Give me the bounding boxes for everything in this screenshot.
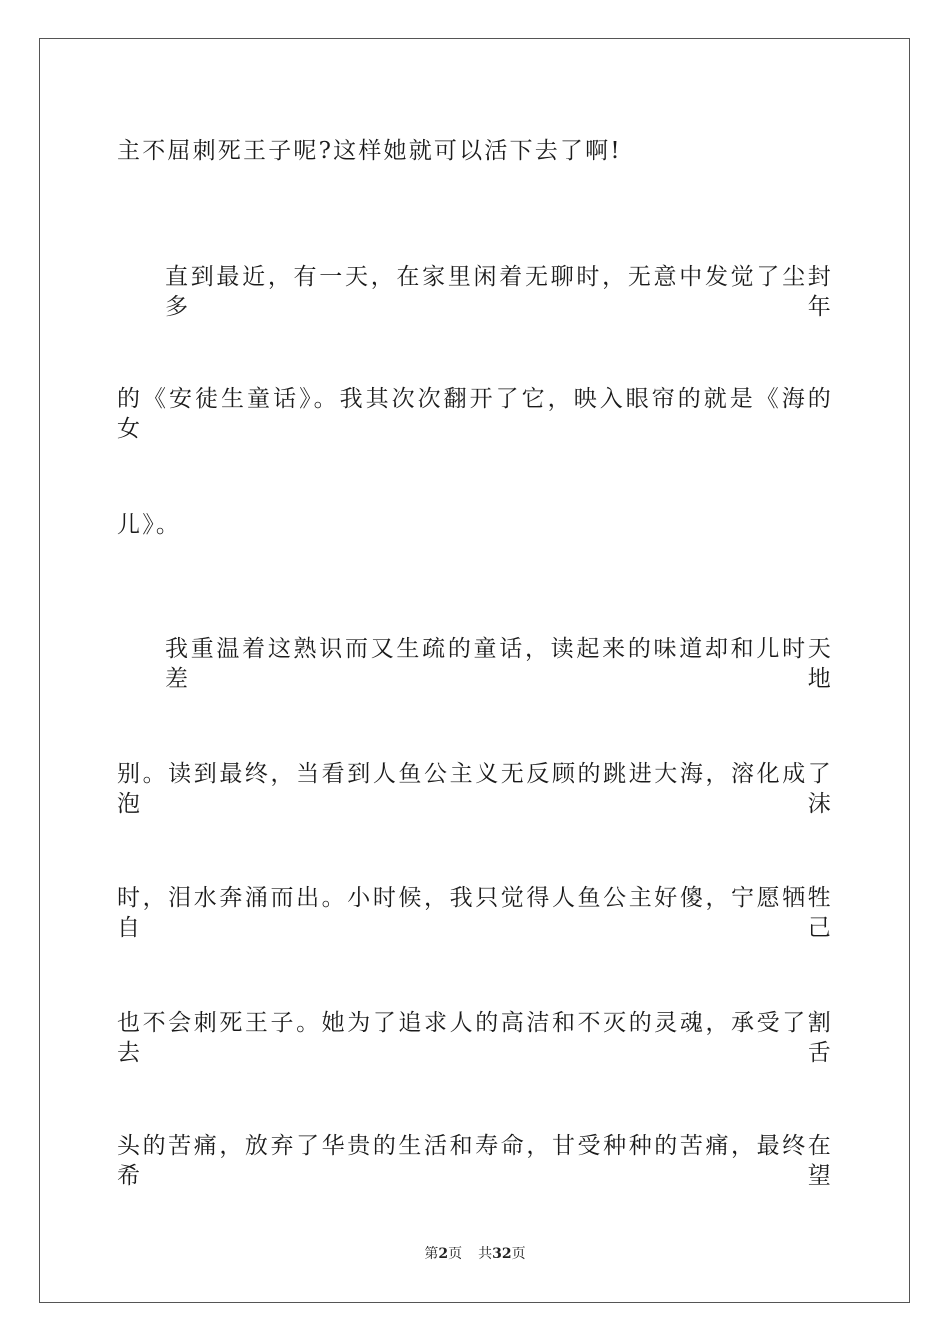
text-line-5: 我重温着这熟识而又生疏的童话，读起来的味道却和儿时天差地 [165,636,833,692]
text-line-7: 时，泪水奔涌而出。小时候，我只觉得人鱼公主好傻，宁愿牺牲自己 [117,885,833,941]
footer-page-number: 2 [438,1246,449,1262]
text-line-6: 别。读到最终，当看到人鱼公主义无反顾的跳进大海，溶化成了泡沫 [117,761,833,817]
page-footer [0,1245,950,1263]
text-line-8: 也不会刺死王子。她为了追求人的高洁和不灭的灵魂，承受了割去舌 [117,1010,833,1066]
text-line-4: 儿》。 [117,512,182,538]
footer-total-suffix: 页 [511,1246,526,1262]
footer-total-pages: 32 [492,1246,512,1262]
text-line-3: 的《安徒生童话》。我其次次翻开了它，映入眼帘的就是《海的女 [117,386,833,442]
text-line-2: 直到最近，有一天，在家里闲着无聊时，无意中发觉了尘封多年 [165,264,833,320]
text-line-9: 头的苦痛，放弃了华贵的生活和寿命，甘受种种的苦痛，最终在希望 [117,1133,833,1189]
footer-total-prefix: 共 [478,1246,493,1262]
text-line-1: 主不屈刺死王子呢?这样她就可以活下去了啊! [117,138,622,164]
footer-page-suffix: 页 [448,1246,463,1262]
footer-page-prefix: 第 [424,1246,439,1262]
